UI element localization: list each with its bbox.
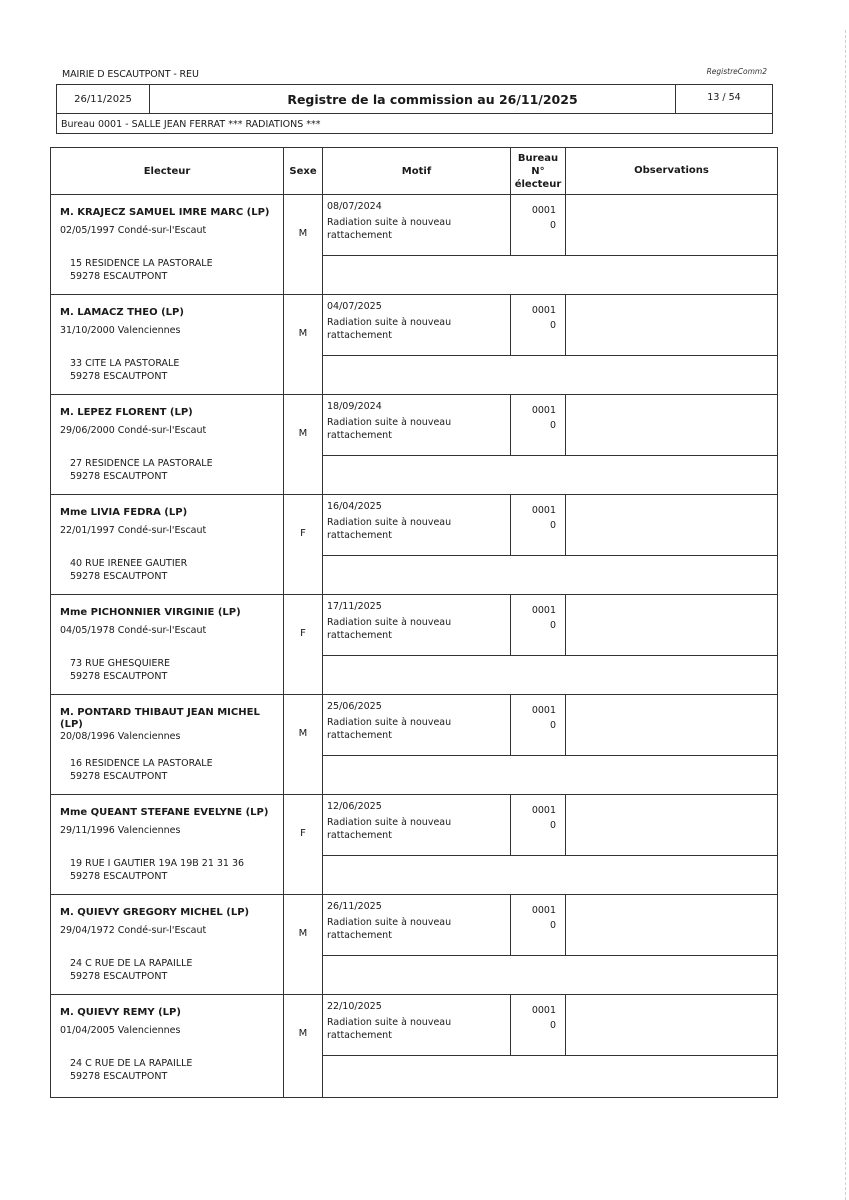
sexe-cell: F bbox=[284, 595, 323, 694]
address-line-1: 19 RUE I GAUTIER 19A 19B 21 31 36 bbox=[70, 858, 245, 869]
motif-cell bbox=[323, 295, 511, 355]
electeur-birth: 20/08/1996 Valenciennes bbox=[60, 731, 181, 742]
motif-date: 08/07/2024 bbox=[327, 201, 382, 212]
electeur-cell bbox=[51, 795, 284, 894]
electeur-birth: 04/05/1978 Condé-sur-l'Escaut bbox=[60, 625, 207, 636]
elector-number: 0 bbox=[549, 920, 556, 931]
col-header-sexe: Sexe bbox=[284, 148, 323, 194]
electeur-name: M. QUIEVY REMY (LP) bbox=[60, 1007, 181, 1018]
electeur-name: Mme PICHONNIER VIRGINIE (LP) bbox=[60, 607, 241, 618]
sexe-cell: M bbox=[284, 395, 323, 494]
col-header-bureau-line3: électeur bbox=[514, 178, 562, 190]
elector-number: 0 bbox=[549, 820, 556, 831]
bureau-cell bbox=[511, 595, 566, 655]
organization-name: MAIRIE D ESCAUTPONT - REU bbox=[62, 69, 199, 80]
electeur-cell bbox=[51, 895, 284, 994]
address-line-1: 24 C RUE DE LA RAPAILLE bbox=[70, 958, 193, 969]
address-line-2: 59278 ESCAUTPONT bbox=[70, 971, 168, 982]
motif-date: 16/04/2025 bbox=[327, 501, 382, 512]
motif-reason: Radiation suite à nouveau rattachement bbox=[327, 517, 452, 541]
address-line-1: 33 CITE LA PASTORALE bbox=[70, 358, 180, 369]
table-row bbox=[51, 695, 777, 795]
address-line-2: 59278 ESCAUTPONT bbox=[70, 371, 168, 382]
document-title: Registre de la commission au 26/11/2025 bbox=[150, 85, 676, 113]
motif-cell bbox=[323, 395, 511, 455]
observations-cell bbox=[566, 495, 777, 555]
electeur-name: Mme QUEANT STEFANE EVELYNE (LP) bbox=[60, 807, 269, 818]
electeur-address bbox=[70, 857, 244, 883]
motif-date: 04/07/2025 bbox=[327, 301, 382, 312]
observations-cell bbox=[566, 695, 777, 755]
observations-cell bbox=[566, 395, 777, 455]
electeur-birth: 29/06/2000 Condé-sur-l'Escaut bbox=[60, 425, 207, 436]
electeur-birth: 29/11/1996 Valenciennes bbox=[60, 825, 181, 836]
observations-cell bbox=[566, 195, 777, 255]
bureau-cell bbox=[511, 795, 566, 855]
address-line-2: 59278 ESCAUTPONT bbox=[70, 871, 168, 882]
electeur-cell bbox=[51, 995, 284, 1097]
notes-cell bbox=[323, 256, 777, 294]
bureau-cell bbox=[511, 295, 566, 355]
header-date: 26/11/2025 bbox=[57, 85, 150, 113]
bureau-cell bbox=[511, 995, 566, 1055]
electeur-birth: 22/01/1997 Condé-sur-l'Escaut bbox=[60, 525, 207, 536]
notes-cell bbox=[323, 556, 777, 594]
notes-cell bbox=[323, 856, 777, 894]
elector-number: 0 bbox=[549, 520, 556, 531]
motif-date: 26/11/2025 bbox=[327, 901, 382, 912]
table-row bbox=[51, 595, 777, 695]
table-row bbox=[51, 495, 777, 595]
sexe-cell: F bbox=[284, 795, 323, 894]
sexe-cell: M bbox=[284, 995, 323, 1097]
table-row bbox=[51, 395, 777, 495]
address-line-2: 59278 ESCAUTPONT bbox=[70, 571, 168, 582]
elector-number: 0 bbox=[549, 720, 556, 731]
sexe-cell: M bbox=[284, 895, 323, 994]
bureau-cell bbox=[511, 195, 566, 255]
motif-cell bbox=[323, 695, 511, 755]
elector-number: 0 bbox=[549, 220, 556, 231]
table-header bbox=[51, 148, 777, 195]
motif-date: 17/11/2025 bbox=[327, 601, 382, 612]
motif-cell bbox=[323, 195, 511, 255]
electeur-address bbox=[70, 357, 179, 383]
motif-cell bbox=[323, 895, 511, 955]
motif-cell bbox=[323, 795, 511, 855]
observations-cell bbox=[566, 595, 777, 655]
motif-date: 12/06/2025 bbox=[327, 801, 382, 812]
electeur-cell bbox=[51, 395, 284, 494]
observations-cell bbox=[566, 995, 777, 1055]
page-number: 13 / 54 bbox=[707, 92, 741, 103]
electeur-address bbox=[70, 257, 213, 283]
electeur-name: M. KRAJECZ SAMUEL IMRE MARC (LP) bbox=[60, 207, 270, 218]
motif-cell bbox=[323, 495, 511, 555]
table-row bbox=[51, 295, 777, 395]
table-row bbox=[51, 795, 777, 895]
motif-reason: Radiation suite à nouveau rattachement bbox=[327, 217, 452, 241]
bureau-number: 0001 bbox=[531, 705, 556, 716]
electeur-cell bbox=[51, 295, 284, 394]
bureau-number: 0001 bbox=[531, 505, 556, 516]
electeur-address bbox=[70, 657, 170, 683]
bureau-number: 0001 bbox=[531, 805, 556, 816]
elector-number: 0 bbox=[549, 620, 556, 631]
motif-reason: Radiation suite à nouveau rattachement bbox=[327, 917, 452, 941]
electeur-cell bbox=[51, 695, 284, 794]
electeur-address bbox=[70, 757, 213, 783]
electeur-birth: 31/10/2000 Valenciennes bbox=[60, 325, 181, 336]
bureau-number: 0001 bbox=[531, 605, 556, 616]
table-body bbox=[51, 195, 777, 1097]
elector-number: 0 bbox=[549, 420, 556, 431]
notes-cell bbox=[323, 656, 777, 694]
table-row bbox=[51, 995, 777, 1097]
col-header-motif: Motif bbox=[323, 148, 511, 194]
bureau-cell bbox=[511, 495, 566, 555]
electeur-name: M. QUIEVY GREGORY MICHEL (LP) bbox=[60, 907, 250, 918]
bureau-line: Bureau 0001 - SALLE JEAN FERRAT *** RADIATIONS *** bbox=[61, 118, 321, 130]
address-line-1: 40 RUE IRENEE GAUTIER bbox=[70, 558, 188, 569]
electeur-address bbox=[70, 1057, 192, 1083]
document-header bbox=[56, 84, 773, 134]
electeur-name: Mme LIVIA FEDRA (LP) bbox=[60, 507, 188, 518]
bureau-cell bbox=[511, 695, 566, 755]
motif-date: 18/09/2024 bbox=[327, 401, 382, 412]
address-line-2: 59278 ESCAUTPONT bbox=[70, 771, 168, 782]
bureau-number: 0001 bbox=[531, 405, 556, 416]
scan-edge-line bbox=[845, 30, 846, 1200]
motif-reason: Radiation suite à nouveau rattachement bbox=[327, 317, 452, 341]
sexe-cell: F bbox=[284, 495, 323, 594]
address-line-1: 24 C RUE DE LA RAPAILLE bbox=[70, 1058, 193, 1069]
table-row bbox=[51, 895, 777, 995]
table-row bbox=[51, 195, 777, 295]
sexe-cell: M bbox=[284, 695, 323, 794]
motif-date: 25/06/2025 bbox=[327, 701, 382, 712]
motif-reason: Radiation suite à nouveau rattachement bbox=[327, 717, 452, 741]
motif-reason: Radiation suite à nouveau rattachement bbox=[327, 817, 452, 841]
col-header-electeur: Electeur bbox=[51, 148, 284, 194]
electeur-address bbox=[70, 557, 187, 583]
address-line-2: 59278 ESCAUTPONT bbox=[70, 1071, 168, 1082]
bureau-number: 0001 bbox=[531, 905, 556, 916]
col-header-observations: Observations bbox=[634, 165, 709, 176]
form-code: RegistreComm2 bbox=[706, 67, 767, 76]
electeur-birth: 02/05/1997 Condé-sur-l'Escaut bbox=[60, 225, 207, 236]
electeur-birth: 29/04/1972 Condé-sur-l'Escaut bbox=[60, 925, 207, 936]
elector-number: 0 bbox=[549, 320, 556, 331]
electeur-name: M. LEPEZ FLORENT (LP) bbox=[60, 407, 193, 418]
electeur-name: M. PONTARD THIBAUT JEAN MICHEL (LP) bbox=[60, 707, 260, 730]
address-line-2: 59278 ESCAUTPONT bbox=[70, 671, 168, 682]
elector-number: 0 bbox=[549, 1020, 556, 1031]
address-line-1: 15 RESIDENCE LA PASTORALE bbox=[70, 258, 213, 269]
address-line-1: 73 RUE GHESQUIERE bbox=[70, 658, 171, 669]
bureau-number: 0001 bbox=[531, 205, 556, 216]
notes-cell bbox=[323, 756, 777, 794]
motif-reason: Radiation suite à nouveau rattachement bbox=[327, 617, 452, 641]
bureau-number: 0001 bbox=[531, 305, 556, 316]
electeur-address bbox=[70, 457, 213, 483]
observations-cell bbox=[566, 895, 777, 955]
notes-cell bbox=[323, 1056, 777, 1097]
motif-reason: Radiation suite à nouveau rattachement bbox=[327, 417, 452, 441]
address-line-1: 16 RESIDENCE LA PASTORALE bbox=[70, 758, 213, 769]
electeur-birth: 01/04/2005 Valenciennes bbox=[60, 1025, 181, 1036]
electeur-cell bbox=[51, 195, 284, 294]
address-line-2: 59278 ESCAUTPONT bbox=[70, 471, 168, 482]
observations-cell bbox=[566, 795, 777, 855]
sexe-cell: M bbox=[284, 295, 323, 394]
bureau-number: 0001 bbox=[531, 1005, 556, 1016]
notes-cell bbox=[323, 356, 777, 394]
notes-cell bbox=[323, 456, 777, 494]
sexe-cell: M bbox=[284, 195, 323, 294]
bureau-cell bbox=[511, 395, 566, 455]
register-table bbox=[50, 147, 778, 1098]
motif-reason: Radiation suite à nouveau rattachement bbox=[327, 1017, 452, 1041]
notes-cell bbox=[323, 956, 777, 994]
electeur-cell bbox=[51, 495, 284, 594]
bureau-cell bbox=[511, 895, 566, 955]
electeur-name: M. LAMACZ THEO (LP) bbox=[60, 307, 184, 318]
motif-cell bbox=[323, 595, 511, 655]
address-line-2: 59278 ESCAUTPONT bbox=[70, 271, 168, 282]
electeur-cell bbox=[51, 595, 284, 694]
col-header-bureau bbox=[511, 148, 566, 194]
observations-cell bbox=[566, 295, 777, 355]
address-line-1: 27 RESIDENCE LA PASTORALE bbox=[70, 458, 213, 469]
col-header-bureau-line2: N° bbox=[531, 165, 545, 177]
motif-date: 22/10/2025 bbox=[327, 1001, 382, 1012]
electeur-address bbox=[70, 957, 192, 983]
motif-cell bbox=[323, 995, 511, 1055]
col-header-bureau-line1: Bureau bbox=[517, 152, 559, 164]
